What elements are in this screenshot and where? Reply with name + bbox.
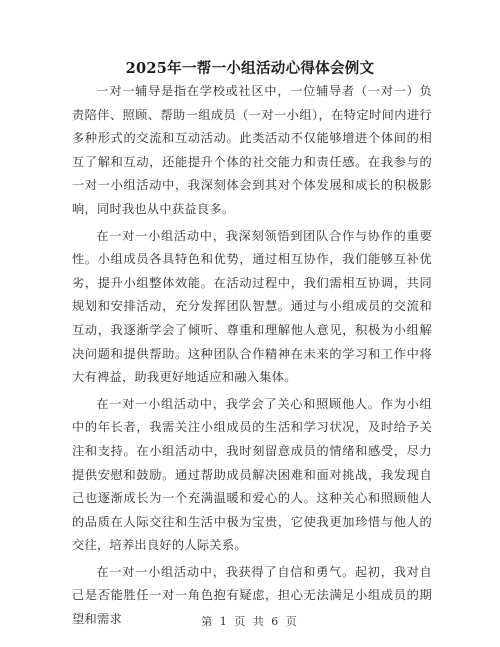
page-number-footer: 第 1 页 共 6 页 xyxy=(201,615,299,628)
paragraph-3: 在一对一小组活动中，我学会了关心和照顾他人。作为小组中的年长者，我需关注小组成员的生活和学习状况，及时给予关注和支持。在小组活动中，我时刻留意成员的情绪和感受，尽力提供安慰和鼓励。通过帮助成员解决困难和面对挑战，我发现自己也逐渐成长为一个充满温暖和爱心的人。这种关心和照顾他人的品质在人际交往和生活中极为宝贵，它使我更加珍惜与他人的交往，培养出良好的人际关系。 xyxy=(72,396,432,553)
paragraph-4: 在一对一小组活动中，我获得了自信和勇气。起初，我对自己是否能胜任一对一角色抱有疑虑，担心无法满足小组成员的期望和需求 xyxy=(72,564,432,627)
document-title: 2025年一帮一小组活动心得体会例文 xyxy=(125,60,375,77)
paragraph-2: 在一对一小组活动中，我深刻领悟到团队合作与协作的重要性。小组成员各具特色和优势，通过相互协作，我们能够互补优劣，提升小组整体效能。在活动过程中，我们需相互协调，共同规划和安排活动，充分发挥团队智慧。通过与小组成员的交流和互动，我逐渐学会了倾听、尊重和理解他人意见，积极为小组解决问题和提供帮助。这种团队合作精神在未来的学习和工作中将大有裨益，助我更好地适应和融入集体。 xyxy=(72,228,432,385)
document-body xyxy=(72,80,432,635)
paragraph-1: 一对一辅导是指在学校或社区中，一位辅导者（一对一）负责陪伴、照顾、帮助一组成员（一对一小组），在特定时间内进行多种形式的交流和互动活动。此类活动不仅能够增进个体间的相互了解和互动，还能提升个体的社交能力和责任感。在我参与的一对一小组活动中，我深刻体会到其对个体发展和成长的积极影响，同时我也从中获益良多。 xyxy=(72,84,432,216)
